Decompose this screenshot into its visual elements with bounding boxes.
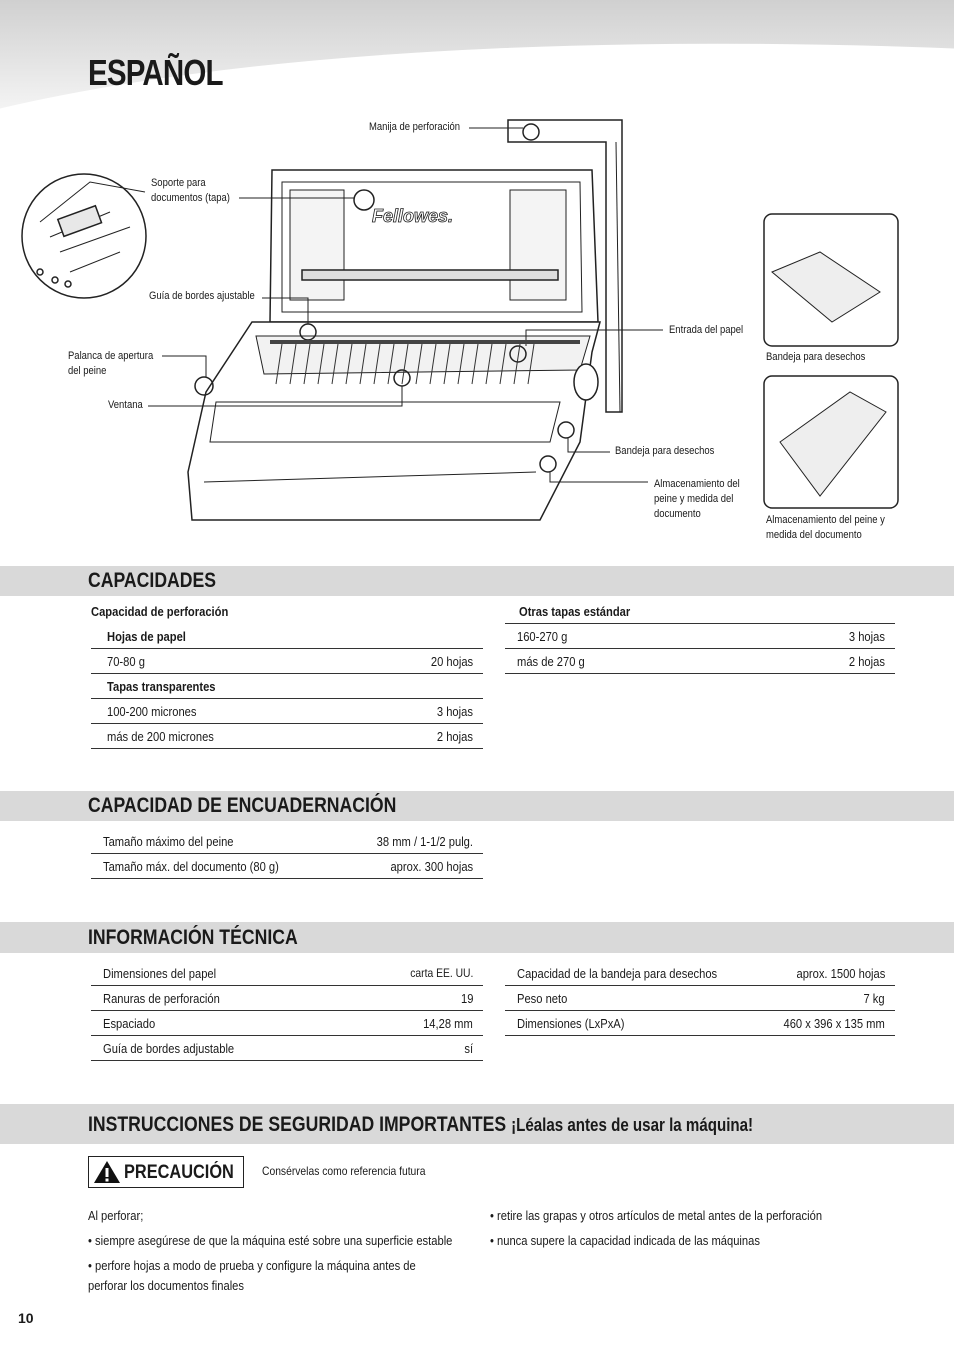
inset-waste-caption: Bandeja para desechos <box>766 351 866 363</box>
warning-badge <box>88 1156 244 1188</box>
safety-title <box>88 1113 753 1137</box>
binding-band <box>0 791 954 821</box>
callout-handle: Manija de perforación <box>369 121 460 133</box>
page-title: ESPAÑOL <box>88 52 223 93</box>
table-row: Ranuras de perforación 19 <box>91 986 483 1011</box>
table-row: 70-80 g 20 hojas <box>91 649 483 674</box>
capacities-title: CAPACIDADES <box>88 569 217 592</box>
binding-table <box>91 829 483 879</box>
table-row: más de 270 g 2 hojas <box>505 649 895 674</box>
brand-logo: Fellowes. <box>372 206 454 226</box>
list-item: • siempre asegúrese de que la máquina esté sobre una superficie estable <box>88 1233 453 1248</box>
safety-intro: Al perforar; <box>88 1208 144 1223</box>
table-row: Guía de bordes adjustable sí <box>91 1036 483 1061</box>
table-row: Espaciado 14,28 mm <box>91 1011 483 1036</box>
callout-waste-tray: Bandeja para desechos <box>615 445 715 457</box>
callout-comb-lever: Palanca de apertura del peine <box>68 350 154 377</box>
technical-band <box>0 922 954 953</box>
binding-title: CAPACIDAD DE ENCUADERNACIÓN <box>88 794 397 817</box>
warning-label: PRECAUCIÓN <box>124 1162 234 1183</box>
callout-window: Ventana <box>108 399 143 411</box>
callout-comb-storage: Almacenamiento del peine y medida del documento <box>654 478 740 520</box>
inset-storage-caption: Almacenamiento del peine y medida del documento <box>766 514 885 541</box>
safety-heading: INSTRUCCIONES DE SEGURIDAD IMPORTANTES <box>88 1113 507 1136</box>
warning-triangle-icon <box>93 1160 121 1184</box>
list-item: • retire las grapas y otros artículos de metal antes de la perforación <box>490 1208 823 1223</box>
table-row: Tamaño máx. del documento (80 g) aprox. 300 hojas <box>91 854 483 879</box>
table-row: Capacidad de la bandeja para desechos aprox. 1500 hojas <box>505 961 895 986</box>
other-covers-table <box>505 599 895 674</box>
punch-capacity-label: Capacidad de perforación <box>91 604 229 619</box>
list-item: • perfore hojas a modo de prueba y configure la máquina antes de perforar los documentos finales <box>88 1258 416 1293</box>
keep-note: Consérvelas como referencia futura <box>262 1164 426 1178</box>
technical-right-table <box>505 961 895 1036</box>
table-row: Peso neto 7 kg <box>505 986 895 1011</box>
table-row: Tamaño máximo del peine 38 mm / 1-1/2 pulg. <box>91 829 483 854</box>
safety-band <box>0 1104 954 1144</box>
table-row: 160-270 g 3 hojas <box>505 624 895 649</box>
capacities-band <box>0 566 954 596</box>
other-covers-label: Otras tapas estándar <box>505 599 895 624</box>
callout-cover-support: Soporte para documentos (tapa) <box>151 177 230 204</box>
paper-sheets-label: Hojas de papel <box>91 624 483 649</box>
table-row: Dimensiones (LxPxA) 460 x 396 x 135 mm <box>505 1011 895 1036</box>
machine-diagram <box>20 112 940 552</box>
callout-paper-entry: Entrada del papel <box>669 324 744 336</box>
punch-capacity-table <box>91 599 483 749</box>
table-row: más de 200 micrones 2 hojas <box>91 724 483 749</box>
technical-left-table <box>91 961 483 1061</box>
table-row: Dimensiones del papel carta EE. UU. <box>91 961 483 986</box>
table-row: 100-200 micrones 3 hojas <box>91 699 483 724</box>
page-number: 10 <box>18 1310 34 1326</box>
technical-title: INFORMACIÓN TÉCNICA <box>88 926 298 949</box>
clear-covers-label: Tapas transparentes <box>91 674 483 699</box>
list-item: • nunca supere la capacidad indicada de las máquinas <box>490 1233 760 1248</box>
callout-edge-guide: Guía de bordes ajustable <box>149 290 255 302</box>
safety-subtitle: ¡Léalas antes de usar la máquina! <box>511 1115 754 1135</box>
